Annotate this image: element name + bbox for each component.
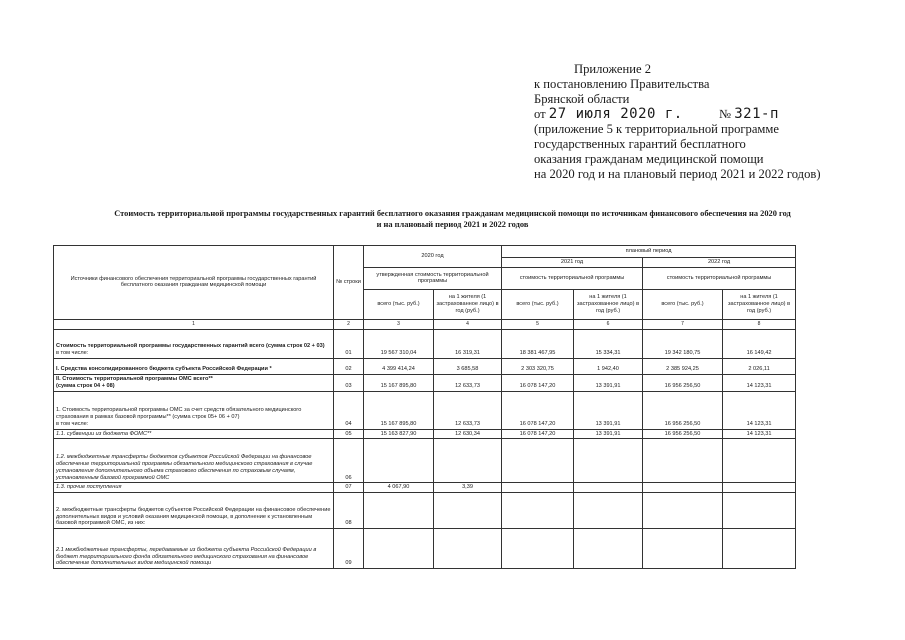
value-cell: 3,39	[434, 483, 502, 493]
row-code: 04	[334, 391, 364, 429]
row-code: 08	[334, 493, 364, 529]
value-cell	[723, 483, 796, 493]
table-row	[54, 493, 796, 529]
annex-line-7: на 2020 год и на плановый период 2021 и 2022 годов)	[534, 167, 821, 181]
value-cell: 16 078 147,20	[502, 391, 574, 429]
value-cell	[574, 529, 643, 569]
value-cell: 14 123,31	[723, 374, 796, 391]
document-title	[40, 208, 865, 230]
header-cost-2022: стоимость территориальной программы	[643, 267, 796, 289]
header-total-2020: всего (тыс. руб.)	[364, 289, 434, 319]
value-cell: 16 078 147,20	[502, 374, 574, 391]
table-row	[54, 391, 796, 429]
header-per-capita-2022: на 1 жителя (1 застрахованное лицо) в год (руб.)	[723, 289, 796, 319]
header-cost-2021: стоимость территориальной программы	[502, 267, 643, 289]
row-label: II. Стоимость территориальной программы ОМС всего** (сумма строк 04 + 08)	[54, 374, 334, 391]
value-cell: 16 078 147,20	[502, 429, 574, 439]
value-cell: 12 633,73	[434, 391, 502, 429]
row-code: 02	[334, 358, 364, 374]
value-cell: 4 399 414,24	[364, 358, 434, 374]
value-cell: 14 123,31	[723, 429, 796, 439]
cost-table	[53, 245, 796, 569]
value-cell: 13 391,91	[574, 374, 643, 391]
header-per-capita-2021: на 1 жителя (1 застрахованное лицо) в год (руб.)	[574, 289, 643, 319]
row-label: 1. Стоимость территориальной программы ОМС за счет средств обязательного медицинского страхования в рамках базовой программы** (сумма строк 05+ 06 + 07) в том числе:	[54, 391, 334, 429]
value-cell	[723, 493, 796, 529]
table-row	[54, 374, 796, 391]
header-total-2021: всего (тыс. руб.)	[502, 289, 574, 319]
value-cell: 13 391,91	[574, 391, 643, 429]
value-cell: 15 334,31	[574, 329, 643, 358]
row-label: 2.1 межбюджетные трансферты, передаваемые из бюджета субъекта Российской Федерации в бюджет территориального фонда обязательного медицинского страхования на финансовое обеспечение дополнительных видов медицинской помощи	[54, 529, 334, 569]
annex-line-5: государственных гарантий бесплатного	[534, 137, 746, 151]
value-cell: 12 630,34	[434, 429, 502, 439]
value-cell: 19 342 180,75	[643, 329, 723, 358]
value-cell: 1 942,40	[574, 358, 643, 374]
annex-line-1: к постановлению Правительства	[534, 77, 710, 91]
value-cell: 2 026,11	[723, 358, 796, 374]
value-cell	[574, 483, 643, 493]
value-cell	[643, 439, 723, 483]
annex-line-4: (приложение 5 к территориальной программе	[534, 122, 779, 136]
value-cell: 16 149,42	[723, 329, 796, 358]
header-planned-period: плановый период	[502, 246, 796, 258]
annex-header	[534, 62, 894, 182]
value-cell	[364, 529, 434, 569]
value-cell	[502, 493, 574, 529]
row-label: 1.3. прочие поступления	[54, 483, 334, 493]
value-cell	[364, 493, 434, 529]
header-total-2022: всего (тыс. руб.)	[643, 289, 723, 319]
annex-from-label: от	[534, 107, 546, 121]
table-row	[54, 429, 796, 439]
value-cell	[434, 529, 502, 569]
row-code: 05	[334, 429, 364, 439]
value-cell	[643, 483, 723, 493]
annex-number: 321-п	[734, 106, 779, 122]
table-row	[54, 358, 796, 374]
value-cell	[502, 439, 574, 483]
column-index: 7	[643, 319, 723, 329]
column-index-row	[54, 319, 796, 329]
value-cell	[643, 529, 723, 569]
value-cell: 16 956 256,50	[643, 429, 723, 439]
value-cell: 14 123,31	[723, 391, 796, 429]
value-cell: 3 685,58	[434, 358, 502, 374]
value-cell	[643, 493, 723, 529]
value-cell	[434, 493, 502, 529]
header-year-2022: 2022 год	[643, 258, 796, 268]
header-year-2021: 2021 год	[502, 258, 643, 268]
value-cell: 4 067,90	[364, 483, 434, 493]
value-cell: 12 633,73	[434, 374, 502, 391]
header-per-capita-2020: на 1 жителя (1 застрахованное лицо) в год (руб.)	[434, 289, 502, 319]
column-index: 1	[54, 319, 334, 329]
value-cell: 19 567 310,04	[364, 329, 434, 358]
value-cell: 2 385 924,25	[643, 358, 723, 374]
header-row-number: № строки	[334, 246, 364, 320]
value-cell	[723, 439, 796, 483]
table-row	[54, 329, 796, 358]
header-year-2020: 2020 год	[364, 246, 502, 268]
document-title-line-2: и на плановый период 2021 и 2022 годов	[376, 220, 529, 229]
row-code: 06	[334, 439, 364, 483]
value-cell: 13 391,91	[574, 429, 643, 439]
table-row	[54, 529, 796, 569]
annex-line-2: Брянской области	[534, 92, 630, 106]
header-approved-cost: утвержденная стоимость территориальной программы	[364, 267, 502, 289]
value-cell	[574, 493, 643, 529]
column-index: 2	[334, 319, 364, 329]
column-index: 3	[364, 319, 434, 329]
row-code: 09	[334, 529, 364, 569]
header-sources: Источники финансового обеспечения территориальной программы государственных гарантий бесплатного оказания гражданам медицинской помощи	[54, 246, 334, 320]
value-cell: 18 381 467,95	[502, 329, 574, 358]
value-cell	[434, 439, 502, 483]
annex-date-line	[534, 107, 894, 122]
column-index: 6	[574, 319, 643, 329]
value-cell: 2 303 320,75	[502, 358, 574, 374]
value-cell	[574, 439, 643, 483]
annex-line-6: оказания гражданам медицинской помощи	[534, 152, 764, 166]
value-cell	[723, 529, 796, 569]
annex-number-sign: №	[719, 107, 732, 121]
value-cell: 16 319,31	[434, 329, 502, 358]
table-row	[54, 439, 796, 483]
column-index: 8	[723, 319, 796, 329]
row-label: 1.1. субвенции из бюджета ФОМС**	[54, 429, 334, 439]
value-cell: 15 167 895,80	[364, 391, 434, 429]
table-row	[54, 483, 796, 493]
row-label: Стоимость территориальной программы государственных гарантий всего (сумма строк 02 + 03) в том числе:	[54, 329, 334, 358]
value-cell: 15 167 895,80	[364, 374, 434, 391]
annex-date: 27 июля 2020 г.	[548, 106, 683, 122]
value-cell	[502, 483, 574, 493]
value-cell: 16 956 256,50	[643, 374, 723, 391]
row-code: 03	[334, 374, 364, 391]
annex-title: Приложение 2	[574, 62, 652, 76]
row-label: I. Средства консолидированного бюджета субъекта Российской Федерации *	[54, 358, 334, 374]
column-index: 5	[502, 319, 574, 329]
value-cell: 15 163 827,90	[364, 429, 434, 439]
value-cell	[364, 439, 434, 483]
column-index: 4	[434, 319, 502, 329]
row-code: 01	[334, 329, 364, 358]
value-cell	[502, 529, 574, 569]
row-label: 2. межбюджетные трансферты бюджетов субъектов Российской Федерации на финансовое обеспечение дополнительных видов и условий оказания медицинской помощи, в дополнение к установленным базовой программой ОМС, из них:	[54, 493, 334, 529]
row-code: 07	[334, 483, 364, 493]
row-label: 1.2. межбюджетные трансферты бюджетов субъектов Российской Федерации на финансовое обеспечение территориальной программы обязательного медицинского страхования в случае установления дополнительного объема страхового обеспечения по страховым случаям, установленным базовой программой ОМС	[54, 439, 334, 483]
value-cell: 16 956 256,50	[643, 391, 723, 429]
document-title-line-1: Стоимость территориальной программы государственных гарантий бесплатного оказания гражданам медицинской помощи по источникам финансового обеспечения на 2020 год	[114, 209, 791, 218]
